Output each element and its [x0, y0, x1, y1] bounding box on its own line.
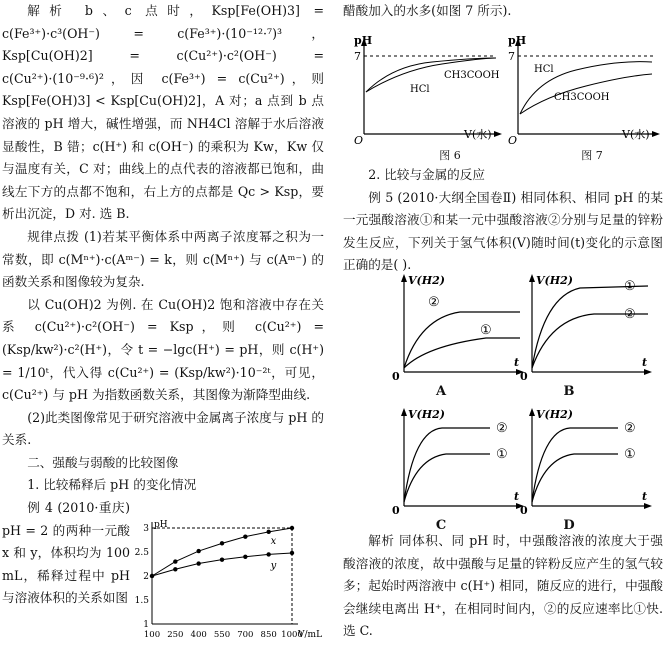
intro-line: 醋酸加入的水多(如图 7 所示). [343, 3, 512, 18]
y-tick-label: 1.5 [134, 596, 149, 606]
curve-label: ① [480, 323, 492, 338]
x-tick-label: 400 [190, 630, 207, 640]
rxn-chart-B [514, 272, 654, 386]
x-tick-label: 550 [213, 630, 231, 640]
x-axis-label: t [514, 356, 520, 369]
data-point [266, 552, 270, 556]
y-tick-label: 2.5 [134, 548, 149, 558]
right-column-mid [343, 164, 663, 277]
data-point [196, 549, 200, 553]
y-tick-label: 3 [143, 524, 149, 534]
figure-7 [506, 34, 662, 148]
rxn-chart-A [386, 272, 526, 386]
rxn-option-label: D [563, 518, 575, 533]
subsection-heading: 1. 比较稀释后 pH 的变化情况 [27, 477, 197, 493]
section-heading: 二、强酸与弱酸的比较图像 [27, 454, 179, 470]
data-point [150, 574, 154, 578]
data-point [220, 557, 224, 561]
y-tick-label: 2 [143, 572, 149, 582]
data-point [243, 555, 247, 559]
series-label-hcl: HCl [534, 64, 554, 75]
curve-2 [404, 338, 520, 368]
analysis-paragraph: 解析 b、c 点时，Ksp[Fe(OH)3] = c(Fe³⁺)·c³(OH⁻) = c(Fe³⁺)·(10⁻¹²·⁷)³，Ksp[Cu(OH)2] = c(Cu²⁺)·c²(OH⁻) = c(Cu²⁺)·(10⁻⁹·⁶)²，因 c(Fe³⁺) = c(Cu²⁺)，则 Ksp[Fe(OH)3] < Ksp[Cu(OH)2]，A 对；a 点到 b 点溶液的 pH 增大，碱性增强，而 NH4Cl 溶解于水后溶液显酸性，B 错；c(H⁺) 和 c(OH⁻) 的乘积为 Kw，Kw 仅与温度有关，C 对；曲线上的点代表的溶液都已饱和，曲线左下方的点都不饱和，右上方的点都是 Qc > Ksp，要析出沉淀，D 对. 选 B. [2, 3, 324, 222]
curve-1 [404, 312, 520, 368]
series-label-hcl: HCl [410, 84, 430, 95]
rule-tip-paragraph: 规律点拨 (1)若某平衡体系中两离子浓度幂之积为一常数，即 c(Mⁿ⁺)·c(Aᵐ⁻) = k，则 c(Mⁿ⁺) 与 c(Aᵐ⁻) 的函数关系和图像较为复杂. [2, 228, 324, 290]
rxn-option-label: B [563, 384, 575, 399]
data-point [290, 551, 294, 555]
curve-2 [532, 314, 648, 368]
y-tick-7: 7 [508, 50, 515, 63]
curve-label: ① [496, 447, 508, 462]
rxn-chart-C [386, 406, 526, 520]
x-tick-label: 100 [143, 630, 161, 640]
curve-2 [532, 454, 618, 502]
y-axis-label: V(H2) [408, 408, 445, 421]
figure-6 [352, 34, 502, 148]
x-tick-label: 250 [167, 630, 184, 640]
curve-label: ② [428, 295, 440, 310]
curve-label: ② [496, 421, 508, 436]
curve-2 [404, 454, 490, 502]
x-axis-label: t [514, 490, 520, 503]
x-tick-label: 700 [237, 630, 254, 640]
figure-6-caption: 图 6 [439, 149, 461, 162]
data-point [220, 541, 224, 545]
rxn-chart-D [514, 406, 654, 520]
subsection-heading-2: 2. 比较与金属的反应 [368, 167, 485, 182]
rxn-option-label: A [435, 384, 447, 399]
origin-label: 0 [392, 504, 400, 516]
ph-dilution-chart [132, 518, 322, 644]
curve-label: ① [624, 447, 636, 462]
data-point [243, 534, 247, 538]
x-axis-label: V(水) [464, 128, 492, 141]
y-axis-label: V(H2) [536, 274, 573, 287]
series-label-acetic: CH3COOH [554, 92, 610, 103]
origin-label: 0 [392, 370, 400, 382]
rxn-option-label: C [435, 518, 447, 533]
series-label: y [270, 560, 277, 572]
example4-chart [132, 518, 322, 648]
data-point [266, 530, 270, 534]
data-point [290, 526, 294, 530]
y-tick-label: 1 [143, 620, 149, 630]
data-point [173, 567, 177, 571]
y-axis-label: pH [354, 34, 373, 47]
data-point [173, 559, 177, 563]
y-axis-label: pH [508, 34, 527, 47]
origin-label: O [354, 134, 364, 144]
right-column [343, 0, 663, 23]
curve-label: ② [624, 307, 636, 322]
curve-label: ② [624, 421, 636, 436]
curve-1 [532, 286, 648, 368]
data-point [196, 561, 200, 565]
x-tick-label: 1000 [281, 630, 303, 640]
y-axis-label: V(H2) [536, 408, 573, 421]
x-axis-label: t [642, 490, 648, 503]
series-label: x [270, 535, 277, 547]
x-axis-label: V/mL [298, 630, 322, 640]
x-axis-label: t [642, 356, 648, 369]
curve-label: ① [624, 279, 636, 294]
x-axis-label: V(水) [622, 128, 650, 141]
curve-1 [532, 428, 618, 502]
example5-analysis: 解析 同体积、同 pH 时，中强酸溶液的浓度大于强酸溶液的浓度，故中强酸与足量的锌粉反应产生的氢气较多；起始时两溶液中 c(H⁺) 相同，随反应的进行，中强酸会继续电离出 H⁺，在相同时间内，②的反应速率比①快. 选 C. [343, 533, 663, 639]
origin-label: 0 [520, 370, 528, 382]
origin-label: 0 [520, 504, 528, 516]
y-tick-7: 7 [354, 50, 361, 63]
curve-1 [404, 428, 490, 502]
x-tick-label: 850 [260, 630, 277, 640]
example4-paragraph: 例 4 (2010·重庆) pH = 2 的两种一元酸 x 和 y，体积均为 100 mL，稀释过程中 pH 与溶液体积的关系如图 [2, 500, 130, 606]
example5-paragraph: 例 5 (2010·大纲全国卷Ⅱ) 相同体积、相同 pH 的某一元强酸溶液①和某一元中强酸溶液②分别与足量的锌粉发生反应，下列关于氢气体积(V)随时间(t)变化的示意图正确的是( ). [343, 189, 663, 273]
note-paragraph: (2)此类图像常见于研究溶液中金属离子浓度与 pH 的关系. [2, 409, 324, 448]
right-column-bottom [343, 530, 663, 643]
y-axis-label: V(H2) [408, 274, 445, 287]
cu-oh-paragraph: 以 Cu(OH)2 为例. 在 Cu(OH)2 饱和溶液中存在关系 c(Cu²⁺)·c²(OH⁻) = Ksp，则 c(Cu²⁺) = (Ksp/kw²)·c²(H⁺)，令 t = −lgc(H⁺) = pH，则 c(H⁺) = 1/10ᵗ，代入得 c(Cu²⁺) = (Ksp/kw²)·10⁻²ᵗ，可见，c(Cu²⁺) 与 pH 为指数函数关系，其图像为渐降型曲线. [2, 296, 324, 403]
series-label-acetic: CH3COOH [444, 70, 500, 81]
y-axis-label: pH [154, 520, 168, 530]
origin-label: O [508, 134, 518, 144]
figure-7-caption: 图 7 [581, 149, 603, 162]
